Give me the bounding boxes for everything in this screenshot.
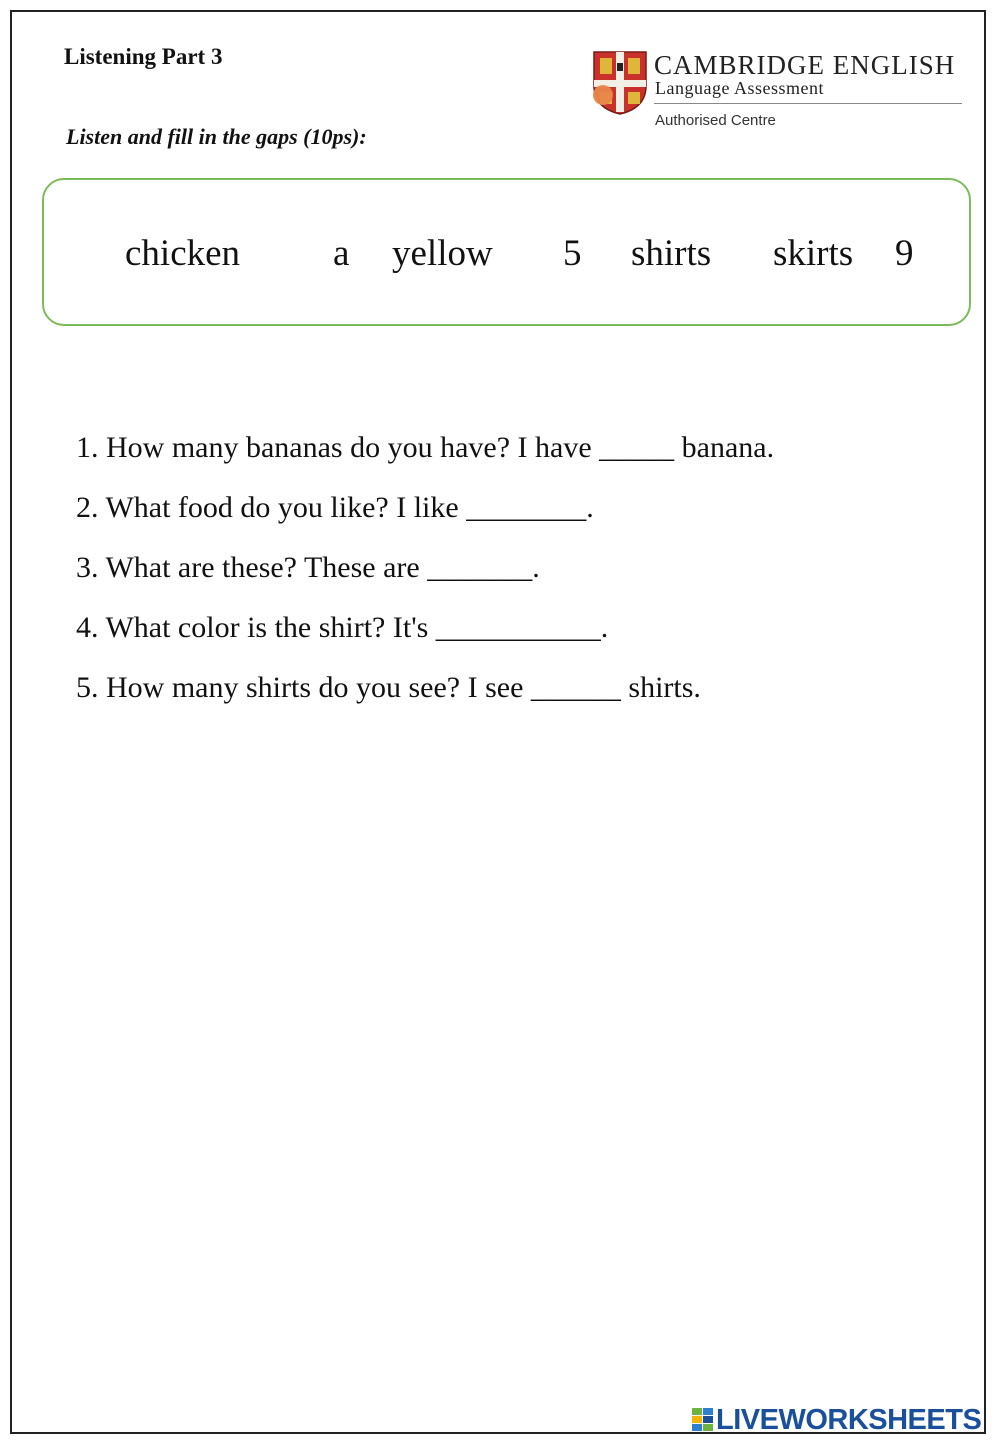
question-1: 1. How many bananas do you have? I have _____ banana. [76,431,775,464]
word-bank-item: skirts [773,233,854,274]
logo-divider [654,103,962,104]
liveworksheets-brand: LIVEWORKSHEETS [716,1404,982,1436]
question-3: 3. What are these? These are _______. [76,551,540,584]
word-bank-item: chicken [125,233,241,274]
word-bank-item: 5 [563,233,582,274]
instructions: Listen and fill in the gaps (10ps): [66,124,367,149]
logo-subtitle: Language Assessment [655,78,824,98]
logo-tagline: Authorised Centre [655,112,776,129]
question-2: 2. What food do you like? I like ________. [76,491,594,524]
cambridge-logo [592,50,967,140]
word-bank-item: 9 [895,233,914,274]
liveworksheets-icon [692,1408,714,1432]
word-bank-item: yellow [392,233,493,274]
page-title: Listening Part 3 [64,44,223,69]
logo-name: CAMBRIDGE ENGLISH [654,50,956,80]
question-4: 4. What color is the shirt? It's ___________. [76,611,609,644]
word-bank-item: shirts [631,233,712,274]
liveworksheets-logo [692,1404,992,1436]
word-bank-item: a [333,233,350,274]
question-5: 5. How many shirts do you see? I see ______ shirts. [76,671,701,704]
cambridge-crest-icon [592,50,648,116]
